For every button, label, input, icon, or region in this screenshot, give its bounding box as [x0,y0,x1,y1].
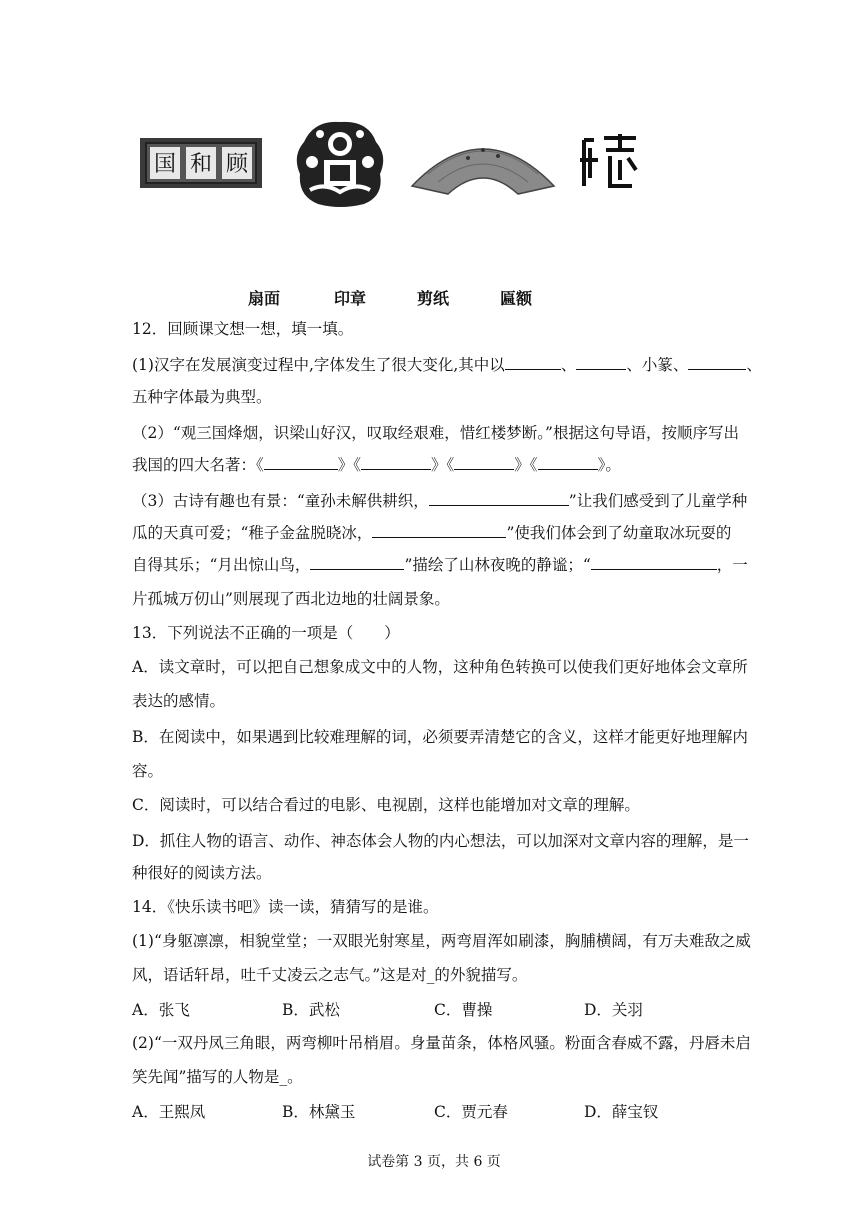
q14-sub2-option-d[interactable]: D．薛宝钗 [584,1103,659,1121]
q12-part1-line2: 五种字体最为典型。 [132,388,272,406]
q13-option-b[interactable]: B．在阅读中，如果遇到比较难理解的词，必须要弄清楚它的含义，这样才能更好地理解内 [132,728,748,746]
q12-title: 12．回顾课文想一想，填一填。 [132,320,354,338]
answer-blank[interactable] [688,354,746,370]
q14-sub2-option-a[interactable]: A．王熙凤 [132,1103,206,1121]
q14-sub1-option-a[interactable]: A．张飞 [132,1001,190,1019]
q13-option-d[interactable]: D．抓住人物的语言、动作、神态体会人物的内心想法，可以加深对文章内容的理解，是一 [132,832,749,850]
answer-blank[interactable] [538,454,598,470]
caption-paper-cut: 剪纸 [417,289,450,308]
caption-seal: 印章 [334,289,367,308]
plaque-char-2: 和 [189,152,213,177]
q13-option-c[interactable]: C．阅读时，可以结合看过的电影、电视剧，这样也能增加对文章的理解。 [132,796,640,814]
q14-sub2-option-c[interactable]: C．贾元春 [434,1103,508,1121]
q12-part2-line2: 我国的四大名著：《 》《 》《 》《 》。 [132,456,621,474]
q14-sub2-option-b[interactable]: B．林黛玉 [282,1103,356,1121]
q13-option-d-cont: 种很好的阅读方法。 [132,864,272,882]
q12-part3-line1: （3）古诗有趣也有景：“童孙未解供耕织， ”让我们感受到了儿童学种 [132,492,748,510]
q12-part3-line4: 片孤城万仞山”则展现了西北边地的壮阔景象。 [132,590,450,608]
q12-part3-line2: 瓜的天真可爱；“稚子金盆脱晓冰， ”使我们体会到了幼童取冰玩耍的 [132,524,732,542]
plaque-image [138,134,264,192]
answer-blank[interactable] [310,554,404,570]
answer-blank[interactable] [264,454,338,470]
q14-sub1-line1: (1)“身躯凛凛，相貌堂堂；一双眼光射寒星，两弯眉浑如刷漆，胸脯横阔，有万夫难敌之威 [132,932,751,950]
answer-blank[interactable] [429,490,569,506]
q12-part3-line3: 自得其乐；“月出惊山鸟， ”描绘了山林夜晚的静谧；“ ，一 [132,556,748,574]
q13-option-a[interactable]: A．读文章时，可以把自己想象成文中的人物，这种角色转换可以使我们更好地体会文章所 [132,658,748,676]
q14-sub1-option-d[interactable]: D．关羽 [584,1001,643,1019]
caption-fan: 扇面 [248,289,281,308]
answer-blank[interactable] [505,354,561,370]
page-footer: 试卷第 3 页，共 6 页 [367,1154,501,1170]
q13-option-b-cont: 容。 [132,762,164,780]
fan-image [408,128,558,198]
q12-part1-line1: (1)汉字在发展演变过程中,字体发生了很大变化,其中以 、 、小篆、 、 [132,356,762,374]
answer-blank[interactable] [591,554,717,570]
plaque-char-3: 顾 [225,152,249,177]
q14-title: 14．《快乐读书吧》读一读，猜猜写的是谁。 [132,898,439,916]
plaque-char-1: 国 [153,152,177,177]
answer-blank[interactable] [372,522,506,538]
q14-sub1-option-b[interactable]: B．武松 [282,1001,340,1019]
q14-sub1-line2: 风，语话轩昂，吐千丈凌云之志气。”这是对_的外貌描写。 [132,966,528,984]
answer-blank[interactable] [361,454,431,470]
caption-plaque: 匾额 [500,289,533,308]
q13-title: 13．下列说法不正确的一项是（ ） [132,624,400,642]
q12-part2-line1: （2）“观三国烽烟，识梁山好汉，叹取经艰难，惜红楼梦断。”根据这句导语，按顺序写出 [132,424,739,442]
seal-image [576,130,642,196]
answer-blank[interactable] [576,354,626,370]
q14-sub2-line2: 笑先闻”描写的人物是_。 [132,1068,303,1086]
q13-option-a-cont: 表达的感情。 [132,692,226,710]
answer-blank[interactable] [454,454,514,470]
paper-cut-image [284,112,396,212]
q14-sub1-option-c[interactable]: C．曹操 [434,1001,493,1019]
q14-sub2-line1: (2)“一双丹凤三角眼，两弯柳叶吊梢眉。身量苗条，体格风骚。粉面含春威不露，丹唇未启 [132,1034,751,1052]
